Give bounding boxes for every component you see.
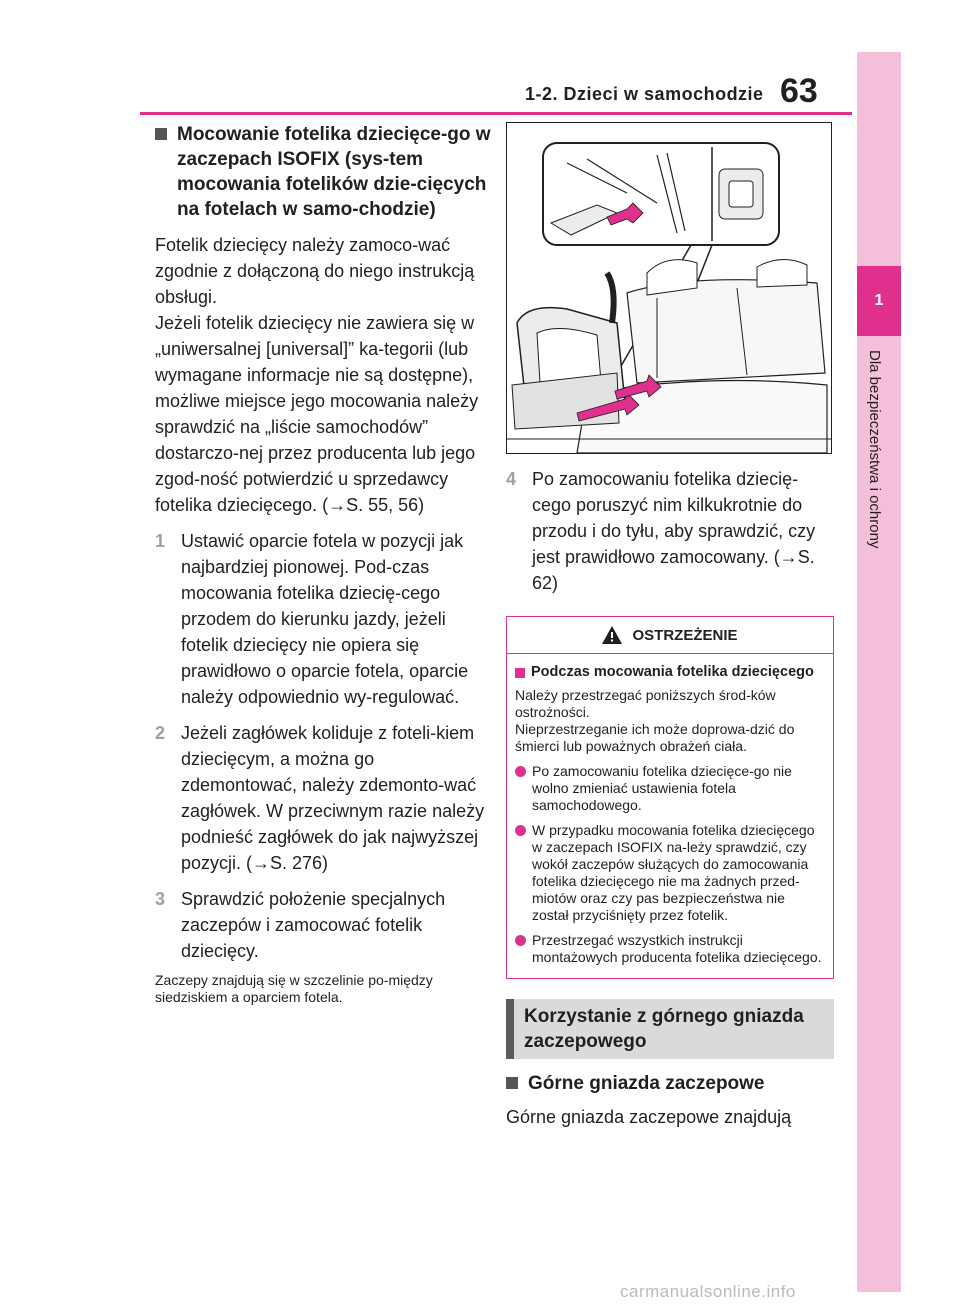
chapter-label: Dla bezpieczeństwa i ochrony: [866, 350, 883, 549]
warning-triangle-icon: [602, 626, 622, 644]
step-1: [155, 528, 495, 710]
top-tether-heading: [506, 1071, 834, 1096]
intro-paragraph: Fotelik dziecięcy należy zamoco-wać zgodnie z dołączoną do niego instrukcją obsługi.: [155, 235, 475, 307]
circle-bullet-icon: [515, 935, 526, 946]
square-bullet-icon: [506, 1077, 518, 1089]
circle-bullet-icon: [515, 825, 526, 836]
warning-text-2: Nieprzestrzeganie ich może doprowa-dzić do śmierci lub poważnych obrażeń ciała.: [515, 721, 795, 754]
step-4: [506, 466, 834, 596]
step-number: 3: [155, 889, 166, 909]
warning-bullet: [515, 932, 825, 966]
warning-bullet-text: Po zamocowaniu fotelika dziecięce-go nie wolno zmieniać ustawienia fotela samochodowego.: [532, 763, 792, 813]
warning-bullet: [515, 763, 825, 814]
isofix-illustration: [506, 122, 832, 454]
warning-text: Należy przestrzegać poniższych środ-ków ostrożności.: [515, 687, 776, 720]
square-bullet-icon: [515, 668, 525, 678]
section-title-top-tether: Korzystanie z górnego gniazda zaczepowego: [506, 999, 834, 1059]
warning-title: OSTRZEŻENIE: [632, 626, 738, 644]
step-number: 1: [155, 531, 166, 551]
circle-bullet-icon: [515, 766, 526, 777]
section-header-title: 1-2. Dzieci w samochodzie: [525, 84, 764, 104]
top-tether-heading-text: Górne gniazda zaczepowe: [528, 1073, 765, 1094]
warning-bullet: [515, 822, 825, 924]
chapter-tab[interactable]: 1: [857, 266, 901, 336]
watermark: carmanualsonline.info: [620, 1282, 796, 1301]
warning-header: [507, 617, 833, 654]
step-2: [155, 720, 495, 876]
car-seat-illustration: [507, 123, 831, 453]
isofix-heading-text: Mocowanie fotelika dziecięce-go w zaczepach ISOFIX (sys-tem mocowania fotelików dzie-cięcych na fotelach w samo-chodzie): [177, 124, 491, 220]
right-column: [506, 122, 834, 1130]
page-number: 63: [780, 72, 818, 110]
header-divider: [140, 112, 852, 115]
step-number: 2: [155, 723, 166, 743]
warning-subheading: [515, 664, 825, 681]
isofix-heading: [155, 122, 495, 222]
step-text: Sprawdzić położenie specjalnych zaczepów i zamocować fotelik dziecięcy.: [181, 889, 446, 961]
step-text: Jeżeli zagłówek koliduje z foteli-kiem dziecięcym, a można go zdemontować, należy zdemonto-wać zagłówek. W przeciwnym razie należy podnieść zagłówek do jak najwyższej pozycji. (→S. 276): [181, 723, 485, 873]
warning-bullet-text: Przestrzegać wszystkich instrukcji montażowych producenta fotelika dziecięcego.: [532, 932, 822, 965]
square-bullet-icon: [155, 128, 167, 140]
warning-subheading-text: Podczas mocowania fotelika dziecięcego: [531, 664, 814, 680]
warning-box: [506, 616, 834, 979]
chapter-side-strip: [857, 52, 901, 1292]
warning-bullet-text: W przypadku mocowania fotelika dziecięcego w zaczepach ISOFIX na-leży sprawdzić, czy wokół zaczepów służących do zamocowania fotelika dziecięcego nie ma żadnych przed-miotów oraz czy pas bezpieczeństwa nie został przyciśnięty przez fotelik.: [532, 822, 815, 923]
left-column: [155, 122, 495, 1006]
step-3: [155, 886, 495, 964]
top-tether-paragraph: Górne gniazda zaczepowe znajdują: [506, 1107, 792, 1127]
anchor-location-note: Zaczepy znajdują się w szczelinie po-między siedziskiem a oparciem fotela.: [155, 972, 433, 1005]
step-number: 4: [506, 469, 517, 489]
step-text: Po zamocowaniu fotelika dziecię-cego poruszyć nim kilkukrotnie do przodu i do tyłu, aby sprawdzić, czy jest prawidłowo zamocowany. (→S. 62): [532, 469, 816, 593]
intro-paragraph-2: Jeżeli fotelik dziecięcy nie zawiera się w „uniwersalnej [universal]” ka-tegorii (lub wymagane informacje nie są dostępne), możliwe miejsce jego mocowania należy sprawdzić na „liście samochodów” dostarczo-nej przez producenta lub jego zgod-ność potwierdzić u sprzedawcy fotelika dziecięcego. (→S. 55, 56): [155, 313, 479, 515]
step-text: Ustawić oparcie fotela w pozycji jak najbardziej pionowej. Pod-czas mocowania fotelika dziecię-cego przodem do kierunku jazdy, jeżeli fotelik dziecięcy nie opiera się prawidłowo o oparcie fotela, oparcie należy odpowiednio wy-regulować.: [181, 531, 469, 707]
